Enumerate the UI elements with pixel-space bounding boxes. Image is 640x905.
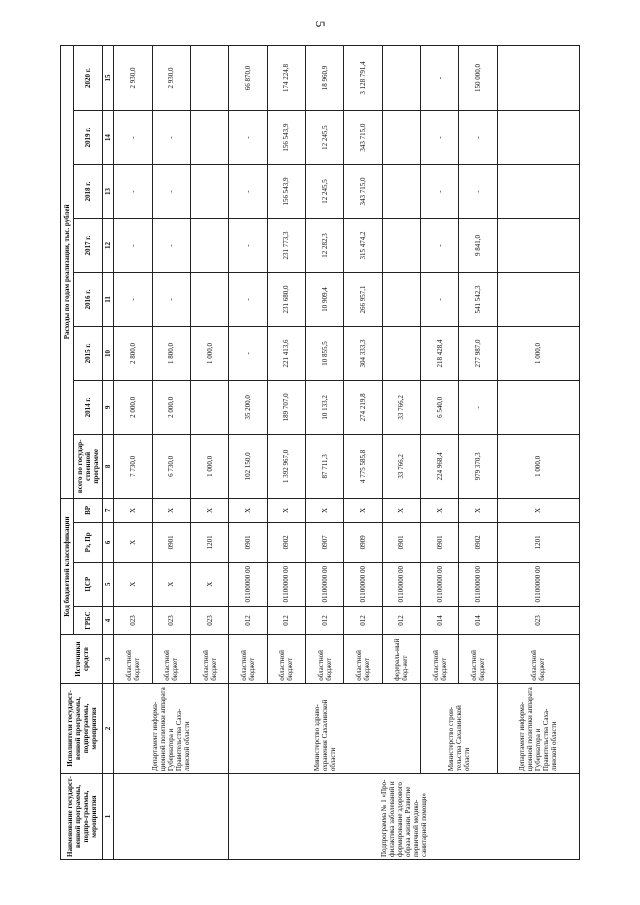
header-rzpr: Рз, Пр bbox=[74, 523, 103, 563]
cell-total: 224 968,4 bbox=[420, 434, 458, 498]
cell-total: 4 775 585,8 bbox=[344, 434, 382, 498]
cell-y2016: 231 680,0 bbox=[267, 273, 305, 327]
col-number: 12 bbox=[103, 219, 114, 273]
cell-y2016: 10 909,4 bbox=[305, 273, 343, 327]
cell-y2015: 1 000,0 bbox=[497, 326, 579, 380]
cell-total: 979 370,3 bbox=[459, 434, 497, 498]
cell-y2014: 33 766,2 bbox=[382, 380, 420, 434]
header-2014: 2014 г. bbox=[74, 380, 103, 434]
cell-rzpr: 0901 bbox=[420, 523, 458, 563]
header-csr: ЦСР bbox=[74, 562, 103, 606]
cell-y2018: - bbox=[114, 165, 152, 219]
cell-y2020 bbox=[190, 46, 228, 111]
cell-y2018 bbox=[190, 165, 228, 219]
cell-y2017: 315 474,2 bbox=[344, 219, 382, 273]
cell-source: областной бюджет bbox=[305, 635, 343, 683]
header-code-group: Код бюджетной классификации bbox=[61, 498, 74, 635]
cell-vr: Х bbox=[382, 498, 420, 522]
col-number: 5 bbox=[103, 562, 114, 606]
cell-csr: Х bbox=[152, 562, 190, 606]
cell-vr: Х bbox=[114, 498, 152, 522]
col-number: 8 bbox=[103, 434, 114, 498]
cell-source: областной бюджет bbox=[459, 635, 497, 683]
cell-grbs: 012 bbox=[305, 606, 343, 635]
cell-vr: Х bbox=[344, 498, 382, 522]
cell-y2017: - bbox=[229, 219, 267, 273]
cell-y2020 bbox=[497, 46, 579, 111]
cell-grbs: 023 bbox=[497, 606, 579, 635]
header-name: Наименование государст-венной программы, подпро-граммы, мероприятия bbox=[61, 774, 103, 860]
cell-y2016: - bbox=[152, 273, 190, 327]
cell-y2016: 541 542,3 bbox=[459, 273, 497, 327]
cell-y2020: 18 960,9 bbox=[305, 46, 343, 111]
col-number: 7 bbox=[103, 498, 114, 522]
cell-y2017 bbox=[382, 219, 420, 273]
executor-cell: Министерство здраво-охранения Сахалинской области bbox=[229, 683, 421, 773]
cell-source: областной бюджет bbox=[229, 635, 267, 683]
cell-y2014: 189 707,0 bbox=[267, 380, 305, 434]
cell-y2014: 6 540,0 bbox=[420, 380, 458, 434]
cell-source: областной бюджет bbox=[267, 635, 305, 683]
cell-source: областной бюджет bbox=[344, 635, 382, 683]
rotated-table-container bbox=[60, 45, 580, 860]
cell-rzpr: 0901 bbox=[229, 523, 267, 563]
cell-y2015: 304 333,3 bbox=[344, 326, 382, 380]
cell-rzpr: 0907 bbox=[305, 523, 343, 563]
cell-y2014: 35 200,0 bbox=[229, 380, 267, 434]
cell-grbs: 014 bbox=[459, 606, 497, 635]
cell-total: 102 150,0 bbox=[229, 434, 267, 498]
cell-vr: Х bbox=[305, 498, 343, 522]
column-number-row bbox=[103, 46, 114, 860]
header-2016: 2016 г. bbox=[74, 273, 103, 327]
cell-y2018: 156 543,9 bbox=[267, 165, 305, 219]
cell-y2018 bbox=[497, 165, 579, 219]
cell-rzpr: 1201 bbox=[190, 523, 228, 563]
cell-grbs: 012 bbox=[229, 606, 267, 635]
cell-y2016: - bbox=[229, 273, 267, 327]
page-number: 5 bbox=[313, 20, 328, 28]
cell-csr: 01100000 00 bbox=[459, 562, 497, 606]
cell-y2019: - bbox=[229, 111, 267, 165]
cell-y2015: 1 000,0 bbox=[190, 326, 228, 380]
cell-y2018 bbox=[382, 165, 420, 219]
cell-y2019 bbox=[190, 111, 228, 165]
cell-vr: Х bbox=[267, 498, 305, 522]
cell-y2017: - bbox=[152, 219, 190, 273]
col-number: 14 bbox=[103, 111, 114, 165]
cell-grbs: 012 bbox=[382, 606, 420, 635]
cell-y2014: - bbox=[459, 380, 497, 434]
cell-csr: 01100000 00 bbox=[344, 562, 382, 606]
cell-y2017: - bbox=[114, 219, 152, 273]
cell-y2019 bbox=[382, 111, 420, 165]
header-source: Источники средств bbox=[61, 635, 103, 683]
cell-vr: Х bbox=[152, 498, 190, 522]
col-number: 11 bbox=[103, 273, 114, 327]
cell-grbs: 023 bbox=[190, 606, 228, 635]
col-number: 13 bbox=[103, 165, 114, 219]
cell-total: 1 392 967,0 bbox=[267, 434, 305, 498]
cell-rzpr: 0909 bbox=[344, 523, 382, 563]
cell-y2017: 9 841,0 bbox=[459, 219, 497, 273]
cell-y2018: 343 715,0 bbox=[344, 165, 382, 219]
header-executor: Исполнители государст-венной программы, подпрограммы, мероприятия bbox=[61, 683, 103, 773]
cell-y2019: 12 245,5 bbox=[305, 111, 343, 165]
cell-source: федераль-ный бюд-жет bbox=[382, 635, 420, 683]
cell-y2019: 156 543,9 bbox=[267, 111, 305, 165]
table-row bbox=[497, 46, 579, 860]
header-grbs: ГРБС bbox=[74, 606, 103, 635]
cell-csr: 01100000 00 bbox=[229, 562, 267, 606]
cell-y2020: 66 870,0 bbox=[229, 46, 267, 111]
cell-y2020: 2 930,0 bbox=[152, 46, 190, 111]
col-number: 2 bbox=[103, 683, 114, 773]
program-name-cell bbox=[114, 774, 229, 860]
table-row bbox=[114, 46, 152, 860]
cell-y2020: 2 930,0 bbox=[114, 46, 152, 111]
cell-vr: Х bbox=[497, 498, 579, 522]
table-row bbox=[420, 46, 458, 860]
cell-source: областной бюджет bbox=[114, 635, 152, 683]
cell-y2015: 2 800,0 bbox=[114, 326, 152, 380]
subprogram-name-cell: Подпрограмма № 1 «Про-филактика заболеваний и формирование здорового образа жизни. Развитие первичной медико-санитарной помощи» bbox=[229, 774, 580, 860]
col-number: 15 bbox=[103, 46, 114, 111]
cell-y2018: 12 245,5 bbox=[305, 165, 343, 219]
cell-vr: Х bbox=[420, 498, 458, 522]
cell-y2017: - bbox=[420, 219, 458, 273]
cell-y2015 bbox=[382, 326, 420, 380]
cell-y2019: - bbox=[459, 111, 497, 165]
cell-grbs: 012 bbox=[344, 606, 382, 635]
cell-y2017: 12 282,3 bbox=[305, 219, 343, 273]
header-2020: 2020 г. bbox=[74, 46, 103, 111]
cell-y2020: 3 128 791,4 bbox=[344, 46, 382, 111]
cell-grbs: 012 bbox=[267, 606, 305, 635]
cell-y2014: 10 133,2 bbox=[305, 380, 343, 434]
cell-source: областной бюджет bbox=[190, 635, 228, 683]
cell-grbs: 014 bbox=[420, 606, 458, 635]
cell-y2020: - bbox=[420, 46, 458, 111]
cell-y2016 bbox=[497, 273, 579, 327]
col-number: 6 bbox=[103, 523, 114, 563]
cell-y2019: 343 715,0 bbox=[344, 111, 382, 165]
executor-cell: Департамент информа-ционной политики аппарата Губернатора и Правительства Саха-линской области bbox=[114, 683, 229, 773]
cell-y2015: 218 428,4 bbox=[420, 326, 458, 380]
cell-y2018: - bbox=[459, 165, 497, 219]
cell-total: 7 730,0 bbox=[114, 434, 152, 498]
cell-y2018: - bbox=[229, 165, 267, 219]
cell-csr: 01100000 00 bbox=[420, 562, 458, 606]
cell-y2017 bbox=[190, 219, 228, 273]
cell-y2017: 231 773,3 bbox=[267, 219, 305, 273]
cell-source: областной бюджет bbox=[420, 635, 458, 683]
cell-rzpr: 1201 bbox=[497, 523, 579, 563]
col-number: 4 bbox=[103, 606, 114, 635]
cell-y2014: 274 219,8 bbox=[344, 380, 382, 434]
cell-csr: 01100000 00 bbox=[267, 562, 305, 606]
header-2017: 2017 г. bbox=[74, 219, 103, 273]
cell-grbs: 023 bbox=[114, 606, 152, 635]
col-number: 1 bbox=[103, 774, 114, 860]
cell-y2019 bbox=[497, 111, 579, 165]
cell-y2016: 266 957,1 bbox=[344, 273, 382, 327]
cell-y2019: - bbox=[420, 111, 458, 165]
col-number: 3 bbox=[103, 635, 114, 683]
cell-y2016: - bbox=[114, 273, 152, 327]
cell-y2016 bbox=[382, 273, 420, 327]
cell-rzpr: 0902 bbox=[267, 523, 305, 563]
cell-y2016: - bbox=[420, 273, 458, 327]
cell-rzpr: 0901 bbox=[152, 523, 190, 563]
cell-y2014 bbox=[190, 380, 228, 434]
col-number: 9 bbox=[103, 380, 114, 434]
executor-cell: Департамент информа-ционной политики аппарата Губернатора и Правительства Саха-линской области bbox=[497, 683, 579, 773]
cell-y2016 bbox=[190, 273, 228, 327]
cell-y2020: 174 224,8 bbox=[267, 46, 305, 111]
budget-table bbox=[60, 45, 580, 860]
cell-rzpr: 0902 bbox=[459, 523, 497, 563]
cell-y2018: - bbox=[420, 165, 458, 219]
cell-source: областной бюджет bbox=[497, 635, 579, 683]
cell-y2014: 2 000,0 bbox=[114, 380, 152, 434]
cell-total: 1 000,0 bbox=[497, 434, 579, 498]
table-viewport bbox=[60, 45, 580, 860]
cell-vr: Х bbox=[190, 498, 228, 522]
cell-total: 1 000,0 bbox=[190, 434, 228, 498]
cell-total: 87 711,3 bbox=[305, 434, 343, 498]
header-vr: ВР bbox=[74, 498, 103, 522]
cell-y2015: - bbox=[229, 326, 267, 380]
cell-grbs: 023 bbox=[152, 606, 190, 635]
table-row bbox=[229, 46, 267, 860]
cell-y2014: 2 000,0 bbox=[152, 380, 190, 434]
header-total: всего по государ-ственной программе bbox=[74, 434, 103, 498]
cell-csr: 01100000 00 bbox=[305, 562, 343, 606]
cell-y2019: - bbox=[152, 111, 190, 165]
cell-csr: Х bbox=[114, 562, 152, 606]
cell-y2015: 1 800,0 bbox=[152, 326, 190, 380]
header-2015: 2015 г. bbox=[74, 326, 103, 380]
header-expenses-group: Расходы по годам реализации, тыс. рублей bbox=[61, 46, 74, 499]
cell-vr: Х bbox=[229, 498, 267, 522]
cell-csr: Х bbox=[190, 562, 228, 606]
header-2019: 2019 г. bbox=[74, 111, 103, 165]
header-2018: 2018 г. bbox=[74, 165, 103, 219]
col-number: 10 bbox=[103, 326, 114, 380]
cell-total: 6 730,0 bbox=[152, 434, 190, 498]
cell-y2015: 10 855,5 bbox=[305, 326, 343, 380]
cell-y2017 bbox=[497, 219, 579, 273]
cell-csr: 01100000 00 bbox=[382, 562, 420, 606]
cell-y2018: - bbox=[152, 165, 190, 219]
cell-y2020 bbox=[382, 46, 420, 111]
cell-rzpr: 0901 bbox=[382, 523, 420, 563]
executor-cell: Министерство строи-тельства Сахалинской области bbox=[420, 683, 497, 773]
cell-y2015: 277 987,0 bbox=[459, 326, 497, 380]
cell-csr: 01100000 00 bbox=[497, 562, 579, 606]
cell-y2020: 150 000,0 bbox=[459, 46, 497, 111]
cell-source: областной бюджет bbox=[152, 635, 190, 683]
cell-total: 33 766,2 bbox=[382, 434, 420, 498]
cell-vr: Х bbox=[459, 498, 497, 522]
cell-rzpr: Х bbox=[114, 523, 152, 563]
cell-y2019: - bbox=[114, 111, 152, 165]
header-row-1 bbox=[61, 46, 74, 860]
cell-y2015: 221 413,6 bbox=[267, 326, 305, 380]
cell-y2014 bbox=[497, 380, 579, 434]
